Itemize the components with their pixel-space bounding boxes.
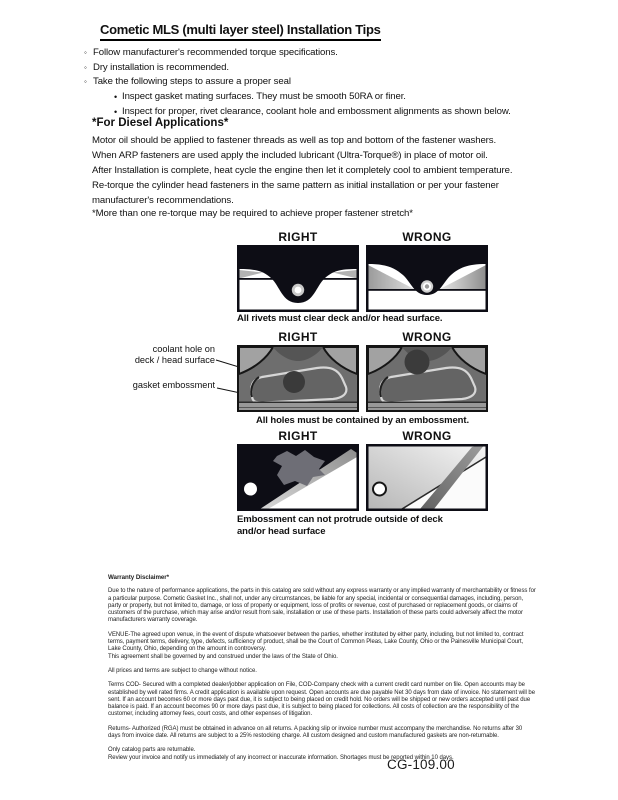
coolant-hole-icon bbox=[405, 350, 430, 375]
holes-right-figure bbox=[237, 345, 359, 412]
protrusion-caption: Embossment can not protrude outside of deck and/or head surface bbox=[237, 514, 443, 537]
coolant-hole-icon bbox=[283, 371, 305, 393]
diesel-paragraph-1: Motor oil should be applied to fastener threads as well as top and bottom of the fastener washers. When ARP fasteners are used apply the included lubricant (Ultra-Torque®) in place of motor oil. bbox=[92, 135, 497, 161]
rivet-caption: All rivets must clear deck and/or head surface. bbox=[237, 313, 443, 324]
disclaimer-paragraph: Due to the nature of performance applications, the parts in this catalog are sold without any express warranty or any implied warranty of merchantability or fitness for a particular purpose. Cometic Gasket Inc., shall not, under any circumstances, be liable for any special, incidental or consequential damages, including, person, party or property, but not limited to, damage, or loss of property or equipment, loss of profits or revenue, cost of purchased or replacement goods, or claims of customers of the purchase, which may arise and/or result from sale, installation or use of these parts. Installation of these parts could adversely affect the motor manufacturers warranty coverage. bbox=[108, 588, 536, 624]
rivet-right-diagram bbox=[237, 245, 359, 312]
rivet-wrong-figure bbox=[366, 245, 488, 312]
protrusion-right-diagram bbox=[237, 444, 359, 511]
disclaimer-paragraph: Review your invoice and notify us immediately of any incorrect or inaccurate information. Shortages must be reported within 10 days. bbox=[108, 754, 454, 761]
disclaimer-paragraph: All prices and terms are subject to change without notice. bbox=[108, 667, 257, 674]
holes-right-diagram bbox=[237, 345, 359, 412]
holes-wrong-figure bbox=[366, 345, 488, 412]
sub-list-item bbox=[84, 90, 524, 105]
page-number: CG-109.00 bbox=[387, 757, 455, 772]
list-item-text: Dry installation is recommended. bbox=[93, 61, 229, 73]
disclaimer-paragraph: Terms COD- Secured with a completed dealer/jobber application on File, COD-Company check with a current credit card number on file. Open accounts may be established by well rated firms. A credit application is available upon request. Open accounts are due payable Net 30 days from date of invoice. No statement will be sent. If an account becomes 60 or more days past due, it is subject to being placed on credit hold. No orders will be shipped or new orders accepted until past due balance is paid. If an account becomes 90 or more days past due, it is subject to being placed for collections. All costs of collection are the responsibility of the customer, including attorney fees, court costs, and other expenses of litigation. bbox=[108, 682, 535, 718]
holes-wrong-diagram bbox=[366, 345, 488, 412]
disclaimer-paragraph: Only catalog parts are returnable. bbox=[108, 747, 196, 754]
filled-bullet-icon: • bbox=[114, 106, 118, 117]
gasket-embossment-annotation: gasket embossment bbox=[132, 380, 215, 390]
diesel-paragraph-2: After Installation is complete, heat cycle the engine then let it completely cool to ambient temperature. Re-torque the cylinder head fasteners in the same pattern as initial installation or per your fastener manufacturer's recommendations. bbox=[92, 165, 513, 206]
page-title: Cometic MLS (multi layer steel) Installation Tips bbox=[100, 22, 381, 41]
row3-right-label: RIGHT bbox=[278, 429, 318, 443]
disclaimer-paragraph: This agreement shall be governed by and construed under the laws of the State of Ohio. bbox=[108, 653, 338, 660]
sub-list-item-text: Inspect for proper, rivet clearance, coolant hole and embossment alignments as shown below. bbox=[122, 105, 511, 117]
rivet-wrong-diagram bbox=[366, 245, 488, 312]
row2-wrong-label: WRONG bbox=[402, 330, 452, 344]
list-item bbox=[84, 75, 524, 90]
coolant-hole-annotation: coolant hole on deck / head surface bbox=[134, 344, 215, 365]
holes-caption: All holes must be contained by an embossment. bbox=[256, 415, 469, 426]
list-item-text: Take the following steps to assure a proper seal bbox=[93, 76, 291, 88]
open-bullet-icon: ◦ bbox=[84, 62, 87, 72]
retorque-note: *More than one re-torque may be required to achieve proper fastener stretch* bbox=[92, 208, 413, 219]
protrusion-wrong-diagram bbox=[366, 444, 488, 511]
row2-right-label: RIGHT bbox=[278, 330, 318, 344]
rivet-right-figure bbox=[237, 245, 359, 312]
diesel-section-heading: *For Diesel Applications* bbox=[92, 117, 229, 129]
bolt-hole-icon bbox=[373, 483, 386, 496]
protrusion-wrong-figure bbox=[366, 444, 488, 511]
warranty-disclaimer bbox=[108, 574, 536, 762]
row1-wrong-label: WRONG bbox=[402, 230, 452, 244]
bolt-hole-icon bbox=[244, 483, 257, 496]
disclaimer-paragraph: VENUE-The agreed upon venue, in the event of dispute whatsoever between the parties, whether instituted by either party, including, but not limited to, contract terms, payment terms, delivery, type, defects, sufficiency of product, shall be the Court of Common Pleas, Lake County, Ohio or the Painesville Municipal Court, Lake County, Ohio, depending on the amount in controversy. bbox=[108, 631, 524, 653]
list-item-text: Follow manufacturer's recommended torque specifications. bbox=[93, 47, 338, 58]
row1-right-label: RIGHT bbox=[278, 230, 318, 244]
open-bullet-icon: ◦ bbox=[84, 48, 87, 57]
sub-list-item-text: Inspect gasket mating surfaces. They must be smooth 50RA or finer. bbox=[122, 91, 406, 103]
open-bullet-icon: ◦ bbox=[84, 77, 87, 87]
disclaimer-heading: Warranty Disclaimer* bbox=[108, 574, 170, 581]
disclaimer-paragraph: Returns- Authorized (RGA) must be obtained in advance on all returns. A packing slip or invoice number must accompany the merchandise. No returns after 30 days from invoice date. All returns are subject to a 25% restocking charge. All custom designed and custom manufactured gaskets are non-returnable. bbox=[108, 725, 523, 740]
list-item bbox=[84, 46, 524, 61]
row3-wrong-label: WRONG bbox=[402, 429, 452, 443]
filled-bullet-icon: • bbox=[114, 92, 118, 103]
protrusion-right-figure bbox=[237, 444, 359, 511]
list-item bbox=[84, 61, 524, 76]
installation-tips-list bbox=[84, 46, 524, 120]
